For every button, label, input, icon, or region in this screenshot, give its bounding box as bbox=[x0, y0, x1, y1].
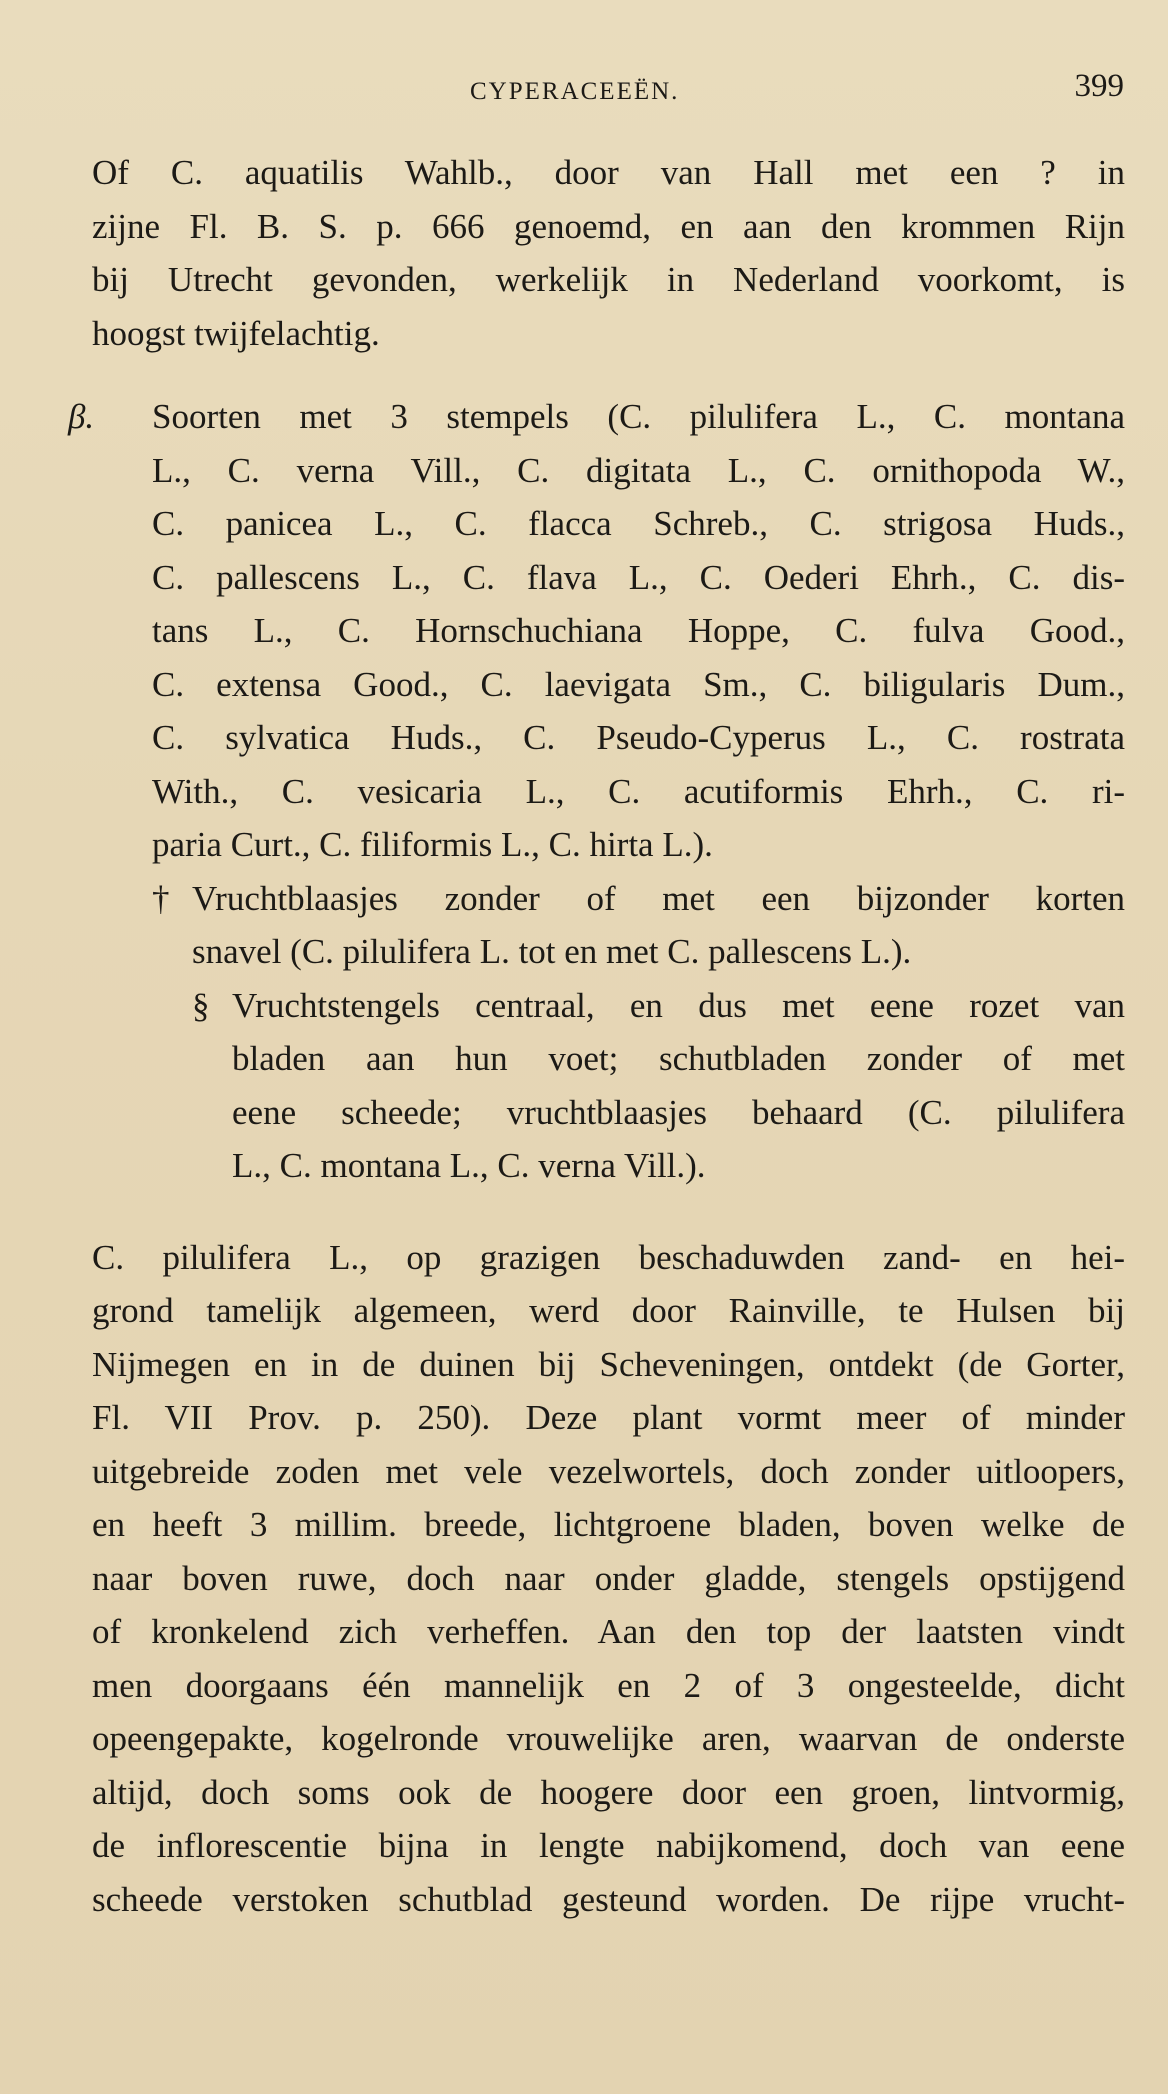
text-line: bladen aan hun voet; schutbladen zonder of met bbox=[232, 1039, 1125, 1078]
text-line: C. pallescens L., C. flava L., C. Oederi Ehrh., C. dis- bbox=[152, 557, 1125, 597]
text-line: naar boven ruwe, doch naar onder gladde, stengels opstijgend bbox=[92, 1558, 1125, 1598]
running-head: CYPERACEEËN. bbox=[470, 78, 680, 105]
text-line: grond tamelijk algemeen, werd door Rainville, te Hulsen bij bbox=[92, 1291, 1125, 1330]
text-line: C. extensa Good., C. laevigata Sm., C. biligularis Dum., bbox=[152, 664, 1125, 704]
text-line: scheede verstoken schutblad gesteund worden. De rijpe vrucht- bbox=[92, 1879, 1125, 1919]
text-line: paria Curt., C. filiformis L., C. hirta L.). bbox=[152, 825, 713, 864]
text-line: C. sylvatica Huds., C. Pseudo-Cyperus L., C. rostrata bbox=[152, 718, 1125, 757]
group-beta bbox=[40, 390, 1125, 872]
text-line: L., C. verna Vill., C. digitata L., C. ornithopoda W., bbox=[152, 450, 1125, 490]
page-number: 399 bbox=[1074, 68, 1124, 104]
text-line: snavel (C. pilulifera L. tot en met C. pallescens L.). bbox=[192, 932, 912, 971]
text-line: Soorten met 3 stempels (C. pilulifera L., C. montana bbox=[152, 397, 1125, 436]
text-line: Of C. aquatilis Wahlb., door van Hall met een ? in bbox=[92, 153, 1125, 192]
text-line: C. pilulifera L., op grazigen beschaduwden zand- en hei- bbox=[92, 1237, 1125, 1277]
text-line: en heeft 3 millim. breede, lichtgroene bladen, boven welke de bbox=[92, 1505, 1125, 1544]
beta-marker: β. bbox=[68, 397, 95, 436]
page-body bbox=[40, 146, 1125, 1926]
text-line: eene scheede; vruchtblaasjes behaard (C. pilulifera bbox=[232, 1092, 1125, 1132]
text-line: uitgebreide zoden met vele vezelwortels, doch zonder uitloopers, bbox=[92, 1451, 1125, 1491]
text-line: Vruchtstengels centraal, en dus met eene rozet van bbox=[232, 985, 1125, 1025]
text-line: With., C. vesicaria L., C. acutiformis Ehrh., C. ri- bbox=[152, 771, 1125, 811]
text-line: L., C. montana L., C. verna Vill.). bbox=[232, 1146, 706, 1185]
text-line: Nijmegen en in de duinen bij Scheveningen, ontdekt (de Gorter, bbox=[92, 1344, 1125, 1384]
text-line: zijne Fl. B. S. p. 666 genoemd, en aan den krommen Rijn bbox=[92, 206, 1125, 246]
group-dagger bbox=[40, 872, 1125, 979]
dagger-marker: † bbox=[152, 878, 170, 918]
text-line: C. panicea L., C. flacca Schreb., C. strigosa Huds., bbox=[152, 504, 1125, 543]
text-line: tans L., C. Hornschuchiana Hoppe, C. fulva Good., bbox=[152, 611, 1125, 650]
text-line: hoogst twijfelachtig. bbox=[92, 313, 380, 353]
text-line: men doorgaans één mannelijk en 2 of 3 ongesteelde, dicht bbox=[92, 1665, 1125, 1705]
text-line: of kronkelend zich verheffen. Aan den top der laatsten vindt bbox=[92, 1612, 1125, 1651]
text-line: bij Utrecht gevonden, werkelijk in Nederland voorkomt, is bbox=[92, 260, 1125, 299]
group-section bbox=[40, 979, 1125, 1193]
text-line: altijd, doch soms ook de hoogere door een groen, lintvormig, bbox=[92, 1772, 1125, 1812]
text-line: Vruchtblaasjes zonder of met een bijzonder korten bbox=[192, 878, 1125, 918]
text-line: de inflorescentie bijna in lengte nabijkomend, doch van eene bbox=[92, 1826, 1125, 1865]
section-marker: § bbox=[192, 985, 210, 1025]
text-line: opeengepakte, kogelronde vrouwelijke aren, waarvan de onderste bbox=[92, 1719, 1125, 1758]
text-line: Fl. VII Prov. p. 250). Deze plant vormt meer of minder bbox=[92, 1398, 1125, 1437]
page-header bbox=[0, 68, 1168, 116]
paragraph-aquatilis bbox=[40, 146, 1125, 360]
paragraph-pilulifera bbox=[40, 1231, 1125, 1927]
